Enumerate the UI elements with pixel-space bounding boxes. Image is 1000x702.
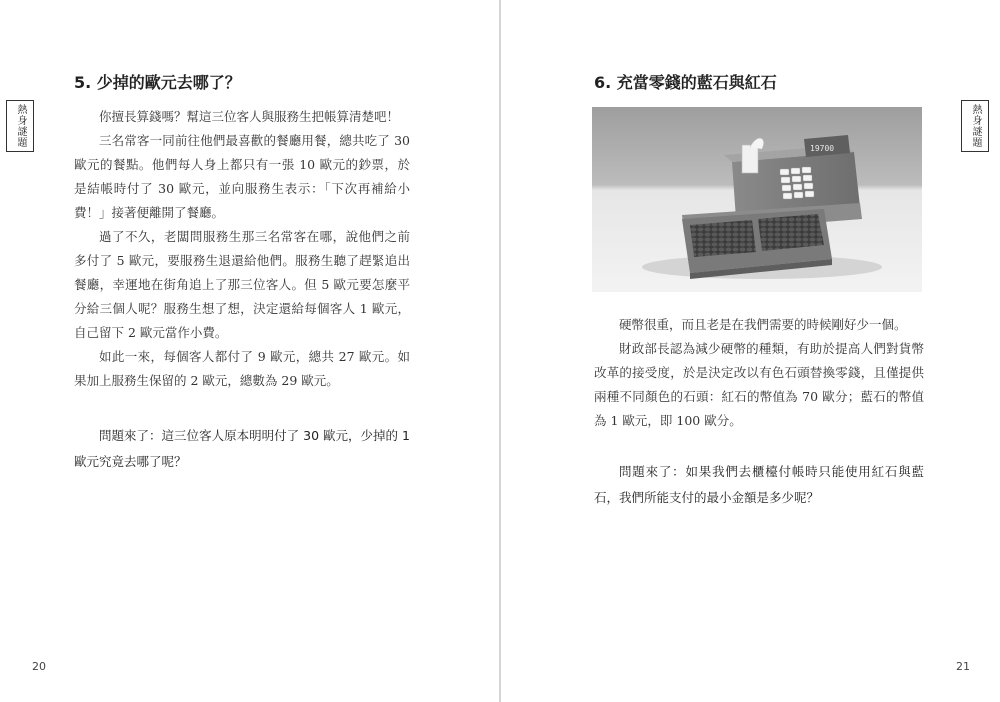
paragraph: 你擅長算錢嗎？幫這三位客人與服務生把帳算清楚吧！ <box>99 109 400 124</box>
cash-register-illustration <box>592 107 922 292</box>
chapter-tab <box>6 100 34 152</box>
page-number: 20 <box>32 660 46 673</box>
paragraph: 三名常客一同前往他們最喜歡的餐廳用餐，總共吃了 30 歐元的餐點。他們每人身上都只有一張 10 歐元的鈔票，於是結帳時付了 30 歐元，並向服務生表示：「下次再補給小費！」接著便離開了餐廳。 <box>74 133 410 220</box>
paragraph: 財政部長認為減少硬幣的種類，有助於提高人們對貨幣改革的接受度，於是決定改以有色石頭替換零錢，且僅提供兩種不同顏色的石頭：紅石的幣值為 70 歐分；藍石的幣值為 1 歐元，即 100 歐分。 <box>594 341 924 428</box>
paragraph: 如此一來，每個客人都付了 9 歐元，總共 27 歐元。如果加上服務生保留的 2 歐元，總數為 29 歐元。 <box>74 349 410 388</box>
chapter-tab-label: 熱身謎題 <box>970 104 981 148</box>
chapter-tab-label: 熱身謎題 <box>15 104 26 148</box>
page-number: 21 <box>956 660 970 673</box>
puzzle-body <box>594 313 924 433</box>
puzzle-heading: 6. 充當零錢的藍石與紅石 <box>594 73 777 92</box>
puzzle-body <box>74 105 410 393</box>
register-display: 19700 <box>810 144 835 153</box>
puzzle-question: 問題來了：如果我們去櫃檯付帳時只能使用紅石與藍石，我們所能支付的最小金額是多少呢？ <box>594 464 924 505</box>
paragraph: 過了不久，老闆問服務生那三名常客在哪，說他們之前多付了 5 歐元，要服務生退還給他們。服務生聽了趕緊追出餐廳，幸運地在街角追上了那三位客人。但 5 歐元要怎麼平分給三個人呢？服務生想了想，決定還給每個客人 1 歐元，自己留下 2 歐元當作小費。 <box>74 229 410 340</box>
right-page <box>501 0 1000 702</box>
left-page <box>0 0 499 702</box>
chapter-tab <box>961 100 989 152</box>
puzzle-heading: 5. 少掉的歐元去哪了？ <box>74 73 241 92</box>
paragraph: 硬幣很重，而且老是在我們需要的時候剛好少一個。 <box>619 317 907 332</box>
puzzle-question: 問題來了：這三位客人原本明明付了 30 歐元，少掉的 1 歐元究竟去哪了呢？ <box>74 428 410 469</box>
